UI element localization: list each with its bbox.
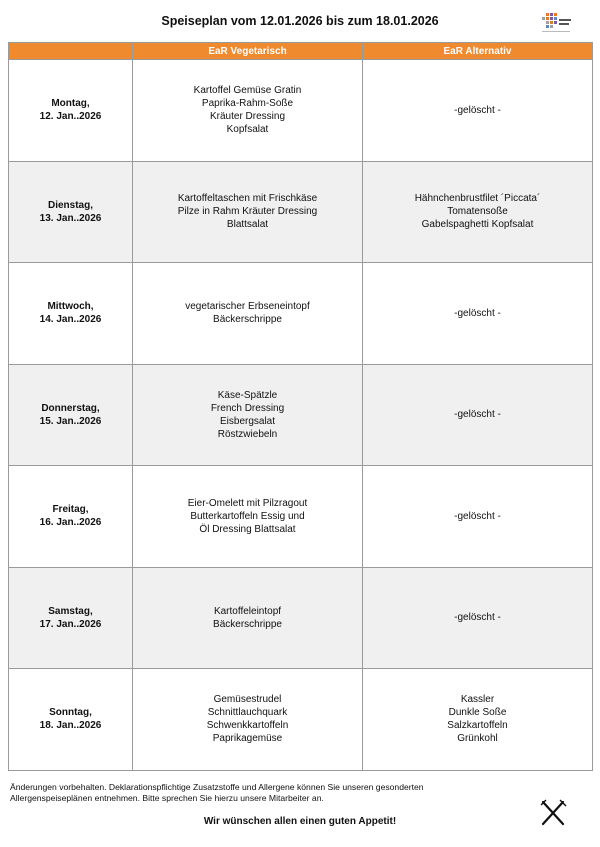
vegetarian-dish-line: Kräuter Dressing <box>209 111 286 123</box>
footer-note <box>10 782 520 804</box>
vegetarian-dish-line: Kopfsalat <box>226 124 269 136</box>
vegetarian-dish-line: Paprikagemüse <box>212 733 283 745</box>
vegetarian-cell <box>133 364 363 466</box>
day-name: Samstag, <box>48 605 93 617</box>
vegetarian-cell <box>133 161 363 263</box>
company-logo <box>538 10 574 36</box>
footer-note-line2: Allergenspeiseplänen entnehmen. Bitte sprechen Sie hierzu unsere Mitarbeiter an. <box>10 793 324 803</box>
alternative-cell <box>363 669 593 771</box>
vegetarian-dish-line: Kartoffeleintopf <box>213 605 282 617</box>
vegetarian-cell <box>133 669 363 771</box>
alternative-dish-line: Dunkle Soße <box>448 707 507 719</box>
vegetarian-dish-line: Gemüsestrudel <box>213 694 282 706</box>
alternative-dish-line: Hähnchenbrustfilet ´Piccata´ <box>414 193 541 205</box>
vegetarian-cell <box>133 567 363 669</box>
table-row <box>9 60 593 162</box>
day-date: 13. Jan..2026 <box>39 212 102 224</box>
alternative-dish-line: Gabelspaghetti Kopfsalat <box>421 219 534 231</box>
footer-greeting: Wir wünschen allen einen guten Appetit! <box>203 816 397 827</box>
alternative-dish-line: Grünkohl <box>457 733 498 745</box>
day-cell <box>9 466 133 568</box>
table-row <box>9 263 593 365</box>
cutlery-icon <box>538 798 568 828</box>
vegetarian-dish-line: Eisbergsalat <box>219 415 276 427</box>
vegetarian-cell <box>133 466 363 568</box>
vegetarian-dish-line: Pilze in Rahm Kräuter Dressing <box>177 206 318 218</box>
vegetarian-dish-line: Käse-Spätzle <box>217 389 278 401</box>
table-row <box>9 669 593 771</box>
alternative-cell <box>363 60 593 162</box>
day-name: Sonntag, <box>49 707 92 719</box>
vegetarian-dish-line: Schnittlauchquark <box>207 707 288 719</box>
page-title: Speiseplan vom 12.01.2026 bis zum 18.01.2026 <box>161 14 439 28</box>
vegetarian-dish-line: Eier-Omelett mit Pilzragout <box>187 497 308 509</box>
vegetarian-dish-line: Paprika-Rahm-Soße <box>201 98 294 110</box>
footer-note-line1: Änderungen vorbehalten. Deklarationspflichtige Zusatzstoffe und Allergene können Sie unseren gesonderten <box>10 782 424 792</box>
menu-table <box>8 42 593 771</box>
day-name: Mittwoch, <box>47 301 94 313</box>
day-date: 15. Jan..2026 <box>39 415 102 427</box>
vegetarian-cell <box>133 60 363 162</box>
day-date: 16. Jan..2026 <box>39 517 102 529</box>
alternative-cell <box>363 364 593 466</box>
vegetarian-cell <box>133 263 363 365</box>
vegetarian-dish-line: Schwenkkartoffeln <box>206 720 289 732</box>
day-name: Freitag, <box>52 504 89 516</box>
vegetarian-dish-line: Bäckerschrippe <box>213 314 282 326</box>
column-header-vegetarian: EaR Vegetarisch <box>133 43 363 60</box>
day-name: Dienstag, <box>47 199 93 211</box>
table-row <box>9 364 593 466</box>
day-date: 12. Jan..2026 <box>39 111 102 123</box>
vegetarian-dish-line: Blattsalat <box>226 219 269 231</box>
table-row <box>9 567 593 669</box>
vegetarian-dish-line: French Dressing <box>210 402 285 414</box>
vegetarian-dish-line: Kartoffeltaschen mit Frischkäse <box>177 193 318 205</box>
alternative-dish-line: Tomatensoße <box>447 206 508 218</box>
day-cell <box>9 669 133 771</box>
vegetarian-dish-line: Butterkartoffeln Essig und <box>190 510 305 522</box>
day-cell <box>9 60 133 162</box>
alternative-dish-line: -gelöscht - <box>454 307 501 319</box>
table-header-row <box>9 43 593 60</box>
day-cell <box>9 161 133 263</box>
alternative-dish-line: Kassler <box>460 694 495 706</box>
alternative-cell <box>363 263 593 365</box>
day-name: Donnerstag, <box>41 402 100 414</box>
column-header-alternative: EaR Alternativ <box>363 43 593 60</box>
day-cell <box>9 263 133 365</box>
alternative-dish-line: Salzkartoffeln <box>447 720 508 732</box>
vegetarian-dish-line: Kartoffel Gemüse Gratin <box>193 85 302 97</box>
vegetarian-dish-line: vegetarischer Erbseneintopf <box>185 301 310 313</box>
day-name: Montag, <box>51 98 90 110</box>
day-date: 17. Jan..2026 <box>39 618 102 630</box>
day-cell <box>9 364 133 466</box>
alternative-cell <box>363 161 593 263</box>
alternative-dish-line: -gelöscht - <box>454 612 501 624</box>
vegetarian-dish-line: Öl Dressing Blattsalat <box>199 523 296 535</box>
alternative-dish-line: -gelöscht - <box>454 409 501 421</box>
column-header-day <box>9 43 133 60</box>
day-cell <box>9 567 133 669</box>
alternative-dish-line: -gelöscht - <box>454 510 501 522</box>
alternative-cell <box>363 466 593 568</box>
table-row <box>9 161 593 263</box>
day-date: 14. Jan..2026 <box>39 314 102 326</box>
table-row <box>9 466 593 568</box>
alternative-cell <box>363 567 593 669</box>
alternative-dish-line: -gelöscht - <box>454 104 501 116</box>
vegetarian-dish-line: Bäckerschrippe <box>213 618 282 630</box>
vegetarian-dish-line: Röstzwiebeln <box>217 428 278 440</box>
day-date: 18. Jan..2026 <box>39 720 102 732</box>
